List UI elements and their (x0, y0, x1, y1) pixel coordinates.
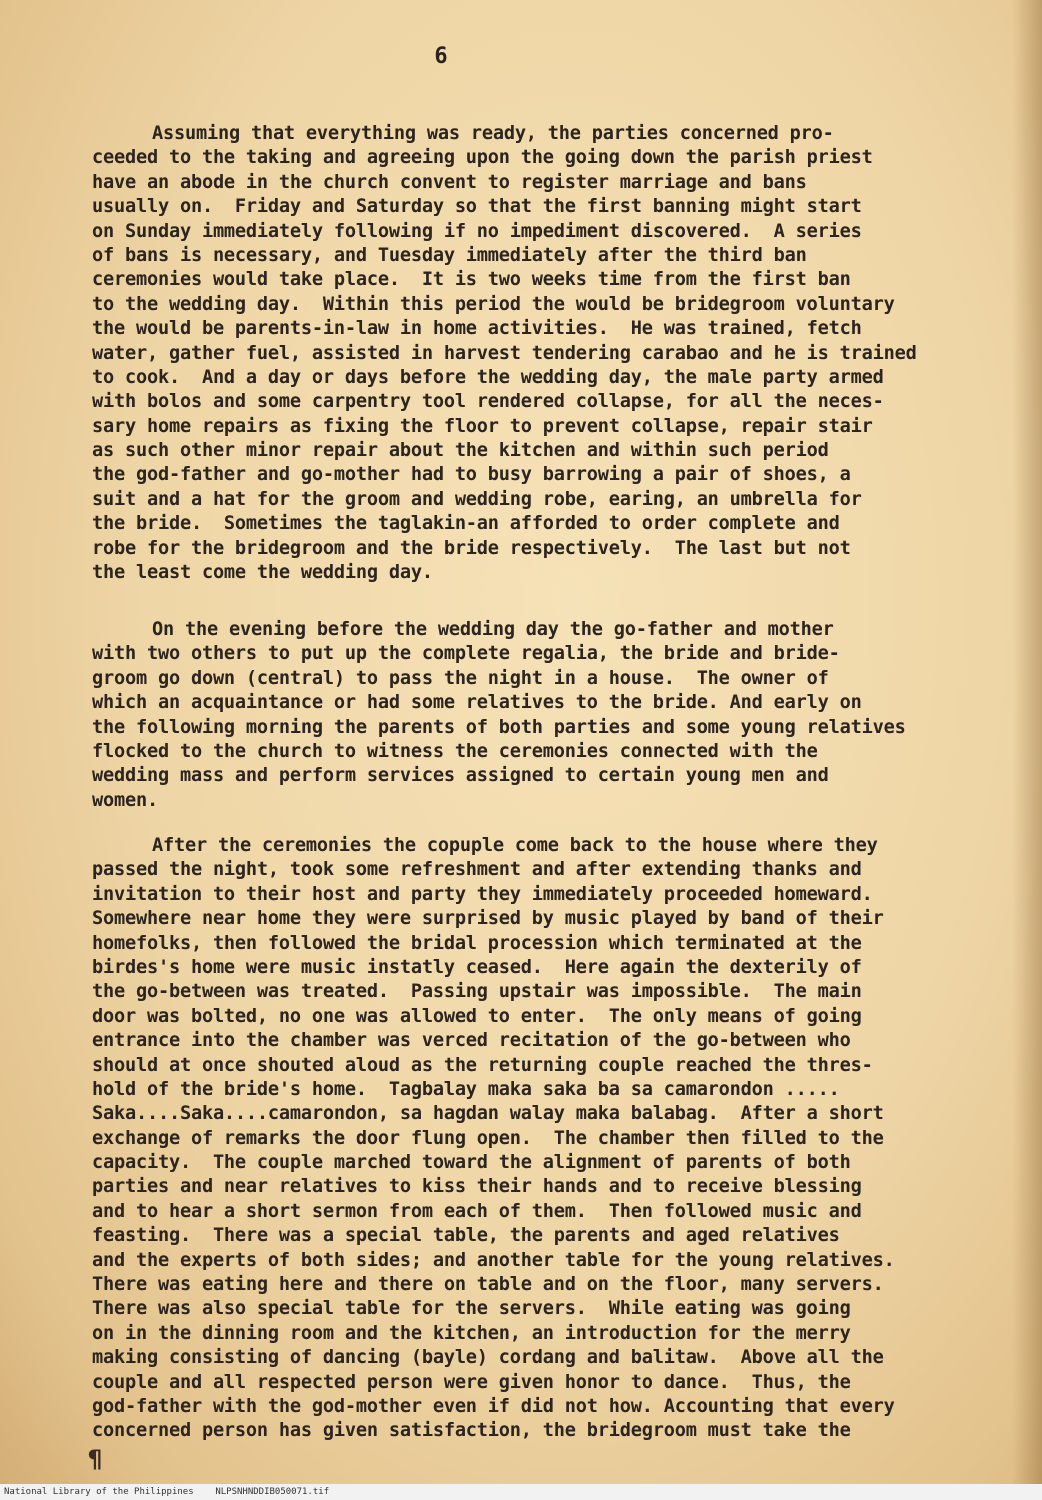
text-line: After the ceremonies the copuple come back to the house where they (152, 835, 878, 856)
handwritten-margin-mark: ¶ (88, 1445, 103, 1473)
text-line: to cook. And a day or days before the wedding day, the male party armed (92, 366, 884, 388)
text-line: flocked to the church to witness the ceremonies connected with the (92, 740, 818, 762)
text-line: concerned person has given satisfaction, the bridegroom must take the (92, 1420, 851, 1442)
page-number: 6 (434, 44, 448, 69)
text-line: and to hear a short sermon from each of them. Then followed music and (92, 1200, 862, 1222)
text-line: Saka....Saka....camarondon, sa hagdan walay maka balabag. After a short (92, 1103, 884, 1125)
text-line: feasting. There was a special table, the parents and aged relatives (92, 1225, 840, 1247)
text-line: ceremonies would take place. It is two weeks time from the first ban (92, 269, 851, 291)
text-line: god-father with the god-mother even if did not how. Accounting that every (92, 1395, 895, 1417)
paragraph-3 (92, 834, 1007, 1444)
text-line: groom go down (central) to pass the night in a house. The owner of (92, 667, 829, 689)
text-line: with two others to put up the complete regalia, the bride and bride- (92, 643, 840, 665)
page-edge-shadow (1012, 0, 1042, 1500)
text-line: wedding mass and perform services assigned to certain young men and (92, 765, 829, 787)
text-line: homefolks, then followed the bridal procession which terminated at the (92, 932, 862, 954)
text-line: Assuming that everything was ready, the parties concerned pro- (152, 123, 834, 144)
text-line: should at once shouted aloud as the returning couple reached the thres- (92, 1054, 873, 1076)
text-line: couple and all respected person were given honor to dance. Thus, the (92, 1371, 851, 1393)
text-line: the go-between was treated. Passing upstair was impossible. The main (92, 981, 862, 1003)
paragraph-2 (92, 618, 1007, 813)
text-line: women. (92, 789, 158, 811)
text-line: with bolos and some carpentry tool rendered collapse, for all the neces- (92, 391, 884, 413)
text-line: water, gather fuel, assisted in harvest tendering carabao and he is trained (92, 342, 917, 364)
text-line: making consisting of dancing (bayle) cordang and balitaw. Above all the (92, 1347, 884, 1369)
archive-footer: National Library of the Philippines NLPSNHNDDIB050071.tif (0, 1484, 1042, 1500)
paragraph-1 (92, 122, 1007, 585)
text-line: invitation to their host and party they immediately proceeded homeward. (92, 883, 873, 905)
text-line: capacity. The couple marched toward the alignment of parents of both (92, 1152, 851, 1174)
text-line: door was bolted, no one was allowed to enter. The only means of going (92, 1005, 862, 1027)
text-line: sary home repairs as fixing the floor to prevent collapse, repair stair (92, 415, 873, 437)
text-line: on in the dinning room and the kitchen, an introduction for the merry (92, 1322, 851, 1344)
text-line: suit and a hat for the groom and wedding robe, earing, an umbrella for (92, 488, 862, 510)
text-line: There was eating here and there on table and on the floor, many servers. (92, 1274, 884, 1296)
text-line: hold of the bride's home. Tagbalay maka saka ba sa camarondon ..... (92, 1078, 840, 1100)
text-line: have an abode in the church convent to register marriage and bans (92, 171, 807, 193)
text-line: Somewhere near home they were surprised by music played by band of their (92, 908, 884, 930)
text-line: ceeded to the taking and agreeing upon the going down the parish priest (92, 147, 873, 169)
text-line: and the experts of both sides; and another table for the young relatives. (92, 1249, 895, 1271)
text-line: the would be parents-in-law in home activities. He was trained, fetch (92, 318, 862, 340)
text-line: entrance into the chamber was verced recitation of the go-between who (92, 1030, 851, 1052)
text-line: usually on. Friday and Saturday so that the first banning might start (92, 196, 862, 218)
text-line: the least come the wedding day. (92, 562, 433, 584)
text-line: There was also special table for the servers. While eating was going (92, 1298, 851, 1320)
text-line: the god-father and go-mother had to busy barrowing a pair of shoes, a (92, 464, 851, 486)
text-line: as such other minor repair about the kitchen and within such period (92, 440, 829, 462)
text-line: the bride. Sometimes the taglakin-an afforded to order complete and (92, 513, 840, 535)
text-line: parties and near relatives to kiss their hands and to receive blessing (92, 1176, 862, 1198)
text-line: which an acquaintance or had some relatives to the bride. And early on (92, 692, 862, 714)
text-line: On the evening before the wedding day the go-father and mother (152, 619, 834, 640)
text-line: the following morning the parents of both parties and some young relatives (92, 716, 906, 738)
text-line: on Sunday immediately following if no impediment discovered. A series (92, 220, 862, 242)
text-line: robe for the bridegroom and the bride respectively. The last but not (92, 537, 851, 559)
text-line: passed the night, took some refreshment and after extending thanks and (92, 859, 862, 881)
text-line: birdes's home were music instatly ceased. Here again the dexterily of (92, 956, 862, 978)
text-line: exchange of remarks the door flung open. The chamber then filled to the (92, 1127, 884, 1149)
text-line: to the wedding day. Within this period the would be bridegroom voluntary (92, 293, 895, 315)
text-line: of bans is necessary, and Tuesday immediately after the third ban (92, 244, 807, 266)
